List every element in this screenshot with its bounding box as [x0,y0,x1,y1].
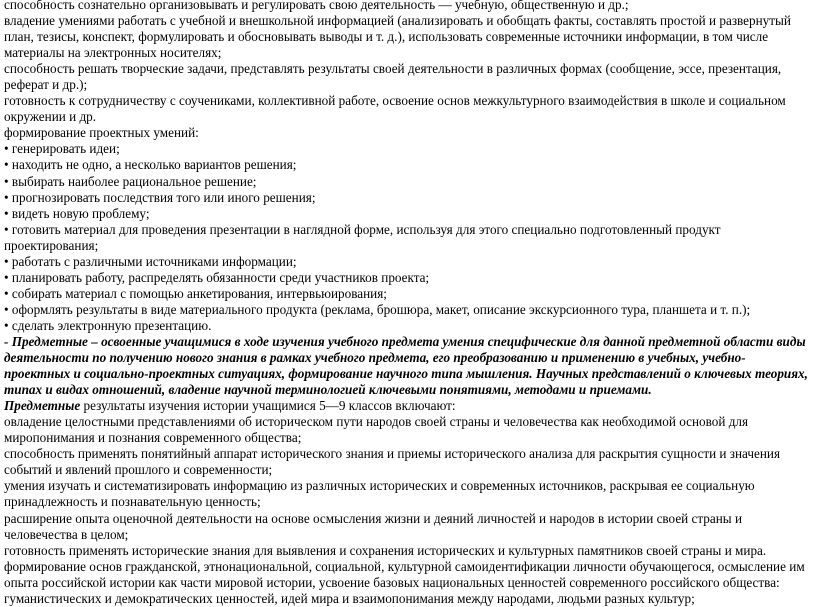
results-intro [4,398,810,414]
list-item: • выбирать наиболее рациональное решение; [4,173,257,189]
list-item: • находить не одно, а несколько вариантов решения; [4,157,297,173]
subject-results-definition: - Предметные – освоенные учащимися в ходе изучения учебного предмета умения специфические для данной предметной области виды деятельности по получению нового знания в рамках учебного предмета, его преобразованию и применению в учебных, учебно-проектных и социально-проектных ситуациях, формирование научного типа мышления. Научных представлений о ключевых теориях, типах и видах отношений, владение научной терминологией ключевыми понятиями, методами и приемами. [4,333,808,398]
list-item: • оформлять результаты в виде материального продукта (реклама, брошюра, макет, описание экскурсионного тура, планшета и т. п.); [4,301,751,317]
list-item: • готовить материал для проведения презентации в наглядной форме, используя для этого специально подготовленный продукт проектирования; [4,221,721,253]
list-item: способность применять понятийный аппарат исторического знания и приемы исторического анализа для раскрытия сущности и значения событий и явлений прошлого и современности; [4,446,781,478]
paragraph-cooperation: готовность к сотрудничеству с соучениками, коллективной работе, освоение основ межкультурного взаимодействия в школе и социальном окружении и др. [4,93,786,125]
results-intro-bold: Предметные [4,398,81,414]
list-item: овладение целостными представлениями об историческом пути народов своей страны и человечества как необходимой основой для миропонимания и познания современного общества; [4,414,749,446]
list-item: • прогнозировать последствия того или иного решения; [4,189,316,205]
project-skills-list [4,141,810,334]
list-item: готовность применять исторические знания для выявления и сохранения исторических и культурных памятников своей страны и мира. [4,542,767,558]
list-item: • планировать работу, распределять обязанности среди участников проекта; [4,269,430,285]
list-item: умения изучать и систематизировать информацию из различных исторических и современных источников, раскрывая ее социальную принадлежность и познавательную ценность; [4,478,755,510]
list-item: • собирать материал с помощью анкетирования, интервьюирования; [4,285,387,301]
list-item: • видеть новую проблему; [4,205,150,221]
paragraph-information-skills: владение умениями работать с учебной и внешкольной информацией (анализировать и обобщать факты, составлять простой и развернутый план, тезисы, конспект, формулировать и обосновывать выводы и т. д.), использовать современные источники информации, в том числе материалы на электронных носителях; [4,13,791,61]
paragraph-self-organization: способность сознательно организовывать и регулировать свою деятельность — учебную, общественную и др.; [4,0,629,12]
paragraph-creative-tasks: способность решать творческие задачи, представлять результаты своей деятельности в различных формах (сообщение, эссе, презентация, реферат и др.); [4,61,782,93]
list-item: • работать с различными источниками информации; [4,253,297,269]
list-item: • сделать электронную презентацию. [4,317,212,333]
paragraph-project-skills-heading: формирование проектных умений: [4,125,199,141]
list-item: формирование основ гражданской, этнонациональной, социальной, культурной самоидентификации личности обучающегося, осмысление им опыта российской истории как части мировой истории, усвоение базовых национальных ценностей современного российского общества: гуманистических и демократических ценностей, идей мира и взаимопонимания между народами, людьми разных культур; [4,558,805,606]
list-item: • генерировать идеи; [4,141,120,157]
history-results-list [4,414,810,607]
results-intro-text: результаты изучения истории учащимися 5—9 классов включают: [80,398,456,414]
list-item: расширение опыта оценочной деятельности на основе осмысления жизни и деяний личностей и народов в истории своей страны и человечества в целом; [4,510,743,542]
